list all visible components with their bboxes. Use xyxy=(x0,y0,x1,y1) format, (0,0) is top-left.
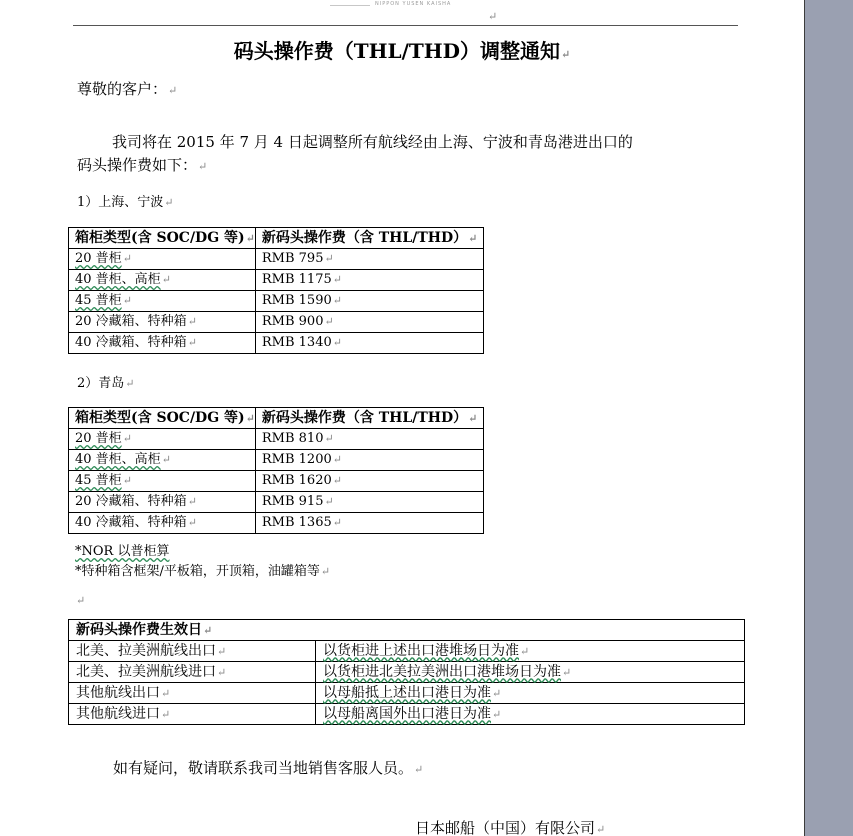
route-text: 其他航线出口 xyxy=(76,684,160,701)
paragraph-mark-icon: ↵ xyxy=(332,336,342,349)
container-type: 40 普柜、高柜 xyxy=(75,452,161,467)
paragraph-mark-icon: ↵ xyxy=(161,273,171,286)
rule-text: 以母船离国外出口港日为准 xyxy=(323,705,491,722)
table-row xyxy=(69,429,484,450)
paragraph-mark-icon: ↵ xyxy=(161,453,171,466)
effective-date-table xyxy=(68,619,745,725)
table-header-cell[interactable] xyxy=(69,408,256,429)
table-row xyxy=(69,333,484,354)
fee-value: RMB 1590 xyxy=(261,293,332,308)
intro-paragraph[interactable] xyxy=(77,131,747,178)
table-cell[interactable] xyxy=(316,683,745,704)
company-logo-text: NIPPON YUSEN KAISHA xyxy=(375,1,452,7)
table-cell[interactable] xyxy=(316,704,745,725)
paragraph-mark-icon: ↵ xyxy=(332,474,342,487)
paragraph-mark-icon: ↵ xyxy=(245,411,255,425)
section-heading-text: 1）上海、宁波 xyxy=(77,195,164,210)
table-cell[interactable] xyxy=(69,641,316,662)
table-header-cell[interactable] xyxy=(255,228,483,249)
header-rule xyxy=(73,25,738,26)
header-text: 箱柜类型(含 SOC/DG 等) xyxy=(75,409,245,426)
paragraph-mark-icon: ↵ xyxy=(164,196,174,209)
logo-graphic xyxy=(330,0,370,6)
container-type: 40 冷藏箱、特种箱 xyxy=(75,335,187,350)
paragraph-mark-icon: ↵ xyxy=(122,474,132,487)
paragraph-mark-icon: ↵ xyxy=(332,516,342,529)
rule-text: 以货柜进北美拉美洲出口港堆场日为准 xyxy=(323,663,561,680)
table-cell[interactable] xyxy=(69,662,316,683)
header-text: 新码头操作费生效日 xyxy=(76,621,202,638)
paragraph-mark-icon: ↵ xyxy=(198,160,208,173)
table-cell[interactable] xyxy=(255,492,483,513)
table-cell[interactable] xyxy=(69,333,256,354)
table-cell[interactable] xyxy=(69,683,316,704)
paragraph-mark-icon: ↵ xyxy=(596,823,606,836)
note-nor[interactable] xyxy=(75,540,169,559)
container-type: 20 冷藏箱、特种箱 xyxy=(75,494,187,509)
route-text: 其他航线进口 xyxy=(76,705,160,722)
route-text: 北美、拉美洲航线进口 xyxy=(76,663,216,680)
container-type: 40 普柜、高柜 xyxy=(75,272,161,287)
section-heading-shanghai-ningbo[interactable] xyxy=(77,191,174,210)
fee-value: RMB 900 xyxy=(261,314,324,329)
table-cell[interactable] xyxy=(255,291,483,312)
title-text: 码头操作费（THL/THD）调整通知 xyxy=(233,39,561,63)
paragraph-mark-icon: ↵ xyxy=(125,377,135,390)
fee-value: RMB 1340 xyxy=(261,335,332,350)
paragraph-mark-icon: ↵ xyxy=(468,231,478,245)
table-header-row xyxy=(69,408,484,429)
paragraph-mark-icon: ↵ xyxy=(161,686,171,700)
section-heading-qingdao[interactable] xyxy=(77,372,135,391)
fee-value: RMB 1175 xyxy=(261,272,332,287)
fee-value: RMB 1365 xyxy=(261,515,332,530)
intro-line: 我司将在 2015 年 7 月 4 日起调整所有航线经由上海、宁波和青岛港进出口的 xyxy=(112,133,633,151)
table-row xyxy=(69,450,484,471)
greeting[interactable] xyxy=(77,78,177,99)
paragraph-mark-icon: ↵ xyxy=(187,315,197,328)
fee-value: RMB 1200 xyxy=(261,452,332,467)
table-cell[interactable] xyxy=(69,270,256,291)
note-special-containers[interactable] xyxy=(75,560,330,579)
paragraph-mark-icon: ↵ xyxy=(492,686,502,700)
paragraph-mark-icon: ↵ xyxy=(324,432,334,445)
paragraph-mark-icon: ↵ xyxy=(168,84,178,97)
table-cell[interactable] xyxy=(255,471,483,492)
paragraph-mark-icon: ↵ xyxy=(520,644,530,658)
table-row xyxy=(69,291,484,312)
paragraph-mark-icon: ↵ xyxy=(488,10,498,23)
greeting-text: 尊敬的客户： xyxy=(77,80,168,98)
paragraph-mark-icon: ↵ xyxy=(332,453,342,466)
paragraph-mark-icon: ↵ xyxy=(245,231,255,245)
table-row xyxy=(69,471,484,492)
table-row xyxy=(69,641,745,662)
signature-text: 日本邮船（中国）有限公司 xyxy=(415,819,596,836)
header-text: 新码头操作费（含 THL/THD） xyxy=(261,409,468,426)
paragraph-mark-icon: ↵ xyxy=(562,665,572,679)
paragraph-mark-icon: ↵ xyxy=(324,495,334,508)
signature[interactable] xyxy=(415,817,605,836)
paragraph-mark-icon: ↵ xyxy=(203,623,213,637)
container-type: 20 普柜 xyxy=(75,431,122,446)
paragraph-mark-icon: ↵ xyxy=(561,48,571,61)
table-row xyxy=(69,249,484,270)
paragraph-mark-icon: ↵ xyxy=(332,273,342,286)
paragraph-mark-icon: ↵ xyxy=(187,495,197,508)
section-heading-text: 2）青岛 xyxy=(77,376,125,391)
fee-value: RMB 810 xyxy=(261,431,324,446)
table-row xyxy=(69,492,484,513)
paragraph-mark-icon: ↵ xyxy=(320,565,331,578)
fee-table-qingdao xyxy=(68,407,484,534)
empty-paragraph[interactable] xyxy=(75,593,85,608)
paragraph-mark-icon: ↵ xyxy=(76,594,86,607)
paragraph-mark-icon: ↵ xyxy=(187,516,197,529)
table-cell[interactable] xyxy=(69,429,256,450)
closing-text: 如有疑问，敬请联系我司当地销售客服人员。 xyxy=(113,759,414,777)
table-row xyxy=(69,704,745,725)
fee-table-shanghai-ningbo xyxy=(68,227,484,354)
container-type: 20 冷藏箱、特种箱 xyxy=(75,314,187,329)
table-cell[interactable] xyxy=(69,492,256,513)
container-type: 45 普柜 xyxy=(75,293,122,308)
table-cell[interactable] xyxy=(69,513,256,534)
table-cell[interactable] xyxy=(255,429,483,450)
table-row xyxy=(69,270,484,291)
fee-value: RMB 915 xyxy=(261,494,324,509)
paragraph-mark-icon: ↵ xyxy=(122,432,132,445)
table-header-cell[interactable] xyxy=(69,228,256,249)
table-cell[interactable] xyxy=(69,249,256,270)
fee-value: RMB 1620 xyxy=(261,473,332,488)
rule-text: 以母船抵上述出口港日为准 xyxy=(323,684,491,701)
table-cell[interactable] xyxy=(255,513,483,534)
table-cell[interactable] xyxy=(255,312,483,333)
note-text: *NOR 以普柜算 xyxy=(75,544,170,559)
table-cell[interactable] xyxy=(316,662,745,683)
table-row xyxy=(69,312,484,333)
container-type: 20 普柜 xyxy=(75,251,122,266)
paragraph-mark-icon: ↵ xyxy=(187,336,197,349)
intro-line: 码头操作费如下： xyxy=(77,156,198,174)
paragraph-mark-icon: ↵ xyxy=(122,294,132,307)
paragraph-mark-icon: ↵ xyxy=(468,411,478,425)
table-row xyxy=(69,662,745,683)
paragraph-mark-icon: ↵ xyxy=(217,644,227,658)
paragraph-mark-icon: ↵ xyxy=(332,294,342,307)
paragraph-mark-icon: ↵ xyxy=(324,252,334,265)
paragraph-mark-icon: ↵ xyxy=(492,707,502,721)
rule-text: 以货柜进上述出口港堆场日为准 xyxy=(323,642,519,659)
table-cell[interactable] xyxy=(69,471,256,492)
table-cell[interactable] xyxy=(316,641,745,662)
paragraph-mark-icon: ↵ xyxy=(122,252,132,265)
paragraph-mark-icon: ↵ xyxy=(217,665,227,679)
header-text: 箱柜类型(含 SOC/DG 等) xyxy=(75,229,245,246)
container-type: 40 冷藏箱、特种箱 xyxy=(75,515,187,530)
workspace-background xyxy=(806,0,853,836)
table-header-cell[interactable] xyxy=(255,408,483,429)
table-header-row xyxy=(69,228,484,249)
table-row xyxy=(69,683,745,704)
paragraph-mark-icon: ↵ xyxy=(324,315,334,328)
route-text: 北美、拉美洲航线出口 xyxy=(76,642,216,659)
table-header-row xyxy=(69,620,745,641)
table-row xyxy=(69,513,484,534)
table-cell[interactable] xyxy=(69,312,256,333)
table-cell[interactable] xyxy=(69,450,256,471)
document-title[interactable] xyxy=(0,35,804,64)
table-header-cell[interactable] xyxy=(69,620,745,641)
table-cell[interactable] xyxy=(255,270,483,291)
table-cell[interactable] xyxy=(255,249,483,270)
note-text: *特种箱含框架/平板箱，开顶箱，油罐箱等 xyxy=(75,564,320,579)
table-cell[interactable] xyxy=(255,450,483,471)
paragraph-mark-icon: ↵ xyxy=(414,763,424,776)
container-type: 45 普柜 xyxy=(75,473,122,488)
closing-paragraph[interactable] xyxy=(113,757,423,778)
table-cell[interactable] xyxy=(69,704,316,725)
table-cell[interactable] xyxy=(69,291,256,312)
fee-value: RMB 795 xyxy=(261,251,324,266)
table-cell[interactable] xyxy=(255,333,483,354)
paragraph-mark-icon: ↵ xyxy=(161,707,171,721)
header-text: 新码头操作费（含 THL/THD） xyxy=(261,229,468,246)
